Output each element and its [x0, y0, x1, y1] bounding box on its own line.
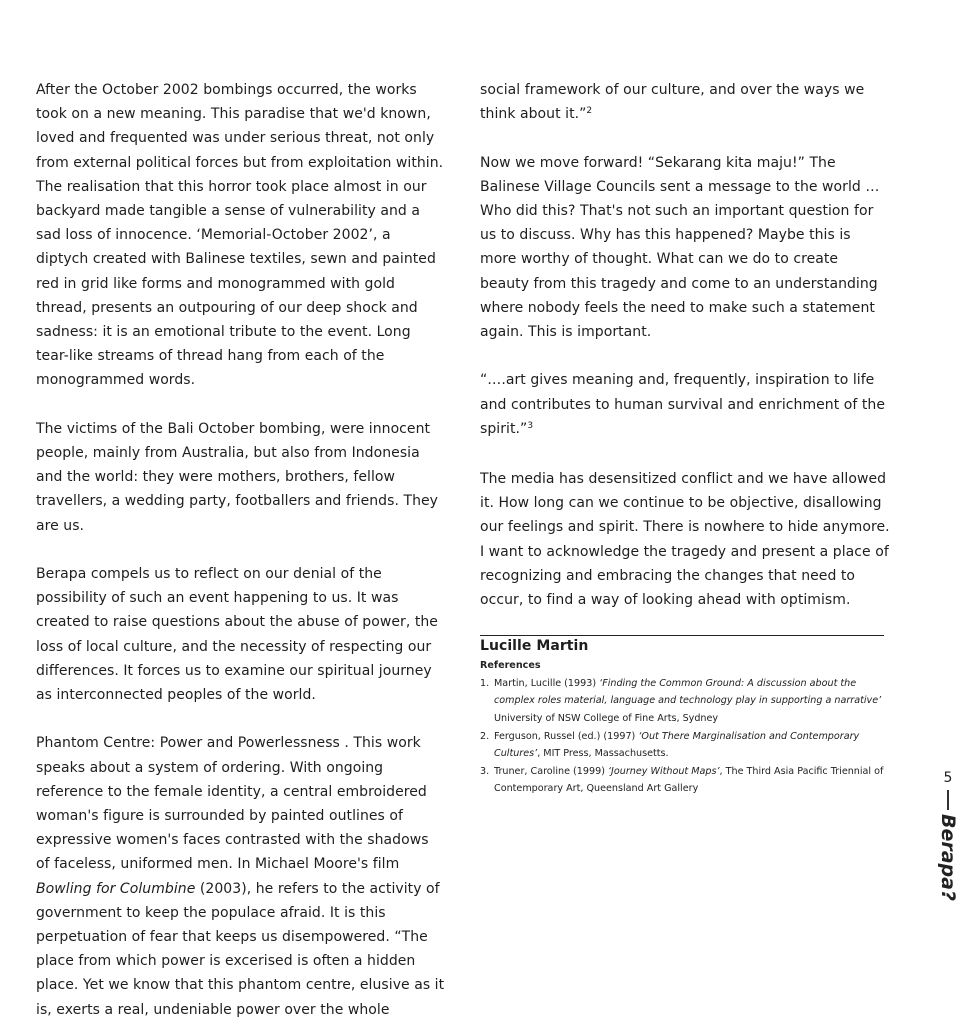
author-name: Lucille Martin	[480, 638, 589, 655]
reference-title: ‘Finding the Common Ground: A discussion about the complex roles material, language and technology play in supporting a narrative’	[494, 678, 882, 707]
left-column	[36, 78, 446, 1022]
reference-publisher: University of NSW College of Fine Arts, Sydney	[494, 712, 719, 724]
references-heading: References	[480, 660, 541, 671]
reference-number: 3.	[480, 766, 490, 778]
reference-number: 1.	[480, 678, 490, 690]
references-section	[480, 657, 890, 798]
film-title: Bowling for Columbine	[36, 880, 196, 897]
footnote-ref-3: 3	[527, 420, 534, 431]
paragraph-move-forward: Now we move forward! “Sekarang kita maju!” The Balinese Village Councils sent a message to the world … Who did this? That's not such an important question for us to discuss. Why has this happened? Maybe this is more worthy of thought. What can we do to create beauty from this tragedy and come to an understanding where nobody feels the need to make such a statement again. This is important.	[480, 154, 880, 341]
phantom-text-a: Phantom Centre: Power and Powerlessness . This work speaks about a system of ordering. With ongoing reference to the female identity, a central embroidered woman's figure is surrounded by painted outlines of expressive women's faces contrasted with the shadows of faceless, uniformed men. In Michael Moore's film	[36, 735, 429, 873]
paragraph-memorial: After the October 2002 bombings occurred, the works took on a new meaning. This paradise that we'd known, loved and frequented was under serious threat, not only from external political forces but from exploitation within. The realisation that this horror took place almost in our backyard made tangible a sense of vulnerability and a sad loss of innocence. ‘Memorial-October 2002’, a diptych created with Balinese textiles, sewn and painted red in grid like forms and monogrammed with gold thread, presents an outpouring of our deep shock and sadness: it is an emotional tribute to the event. Long tear-like streams of thread hang from each of the monogrammed words.	[36, 82, 444, 389]
reference-item-1	[480, 675, 890, 727]
footnote-ref-2: 2	[586, 106, 593, 117]
paragraph-art-quote	[480, 368, 890, 441]
reference-publisher: , MIT Press, Massachusetts.	[537, 748, 669, 760]
page-number: 5	[943, 770, 953, 786]
side-divider	[947, 790, 949, 810]
paragraph-social-framework	[480, 78, 890, 126]
reference-item-3	[480, 763, 890, 797]
paragraph-berapa: Berapa compels us to reflect on our denial of the possibility of such an event happening to us. It was created to raise questions about the abuse of power, the loss of local culture, and the necessity of respecting our differences. It forces us to examine our spiritual journey as interconnected peoples of the world.	[36, 566, 438, 704]
references-list	[480, 675, 890, 797]
art-quote-text: “….art gives meaning and, frequently, inspiration to life and contributes to human survival and enrichment of the spirit.”	[480, 372, 885, 437]
reference-author: Martin, Lucille (1993)	[494, 678, 600, 690]
paragraph-media: The media has desensitized conflict and we have allowed it. How long can we continue to be objective, disallowing our feelings and spirit. There is nowhere to hide anymore. I want to acknowledge the tragedy and present a place of recognizing and embracing the changes that need to occur, to find a way of looking ahead with optimism.	[480, 471, 890, 609]
social-framework-text: social framework of our culture, and over the ways we think about it.”	[480, 82, 865, 123]
divider-rule	[480, 635, 884, 636]
reference-author: Ferguson, Russel (ed.) (1997)	[494, 730, 639, 742]
reference-number: 2.	[480, 730, 490, 742]
publication-title: Berapa?	[937, 814, 959, 902]
phantom-text-b: (2003), he refers to the activity of government to keep the populace afraid. It is this perpetuation of fear that keeps us disempowered. “The place from which power is excerised is often a hidden place. Yet we know that this phantom centre, elusive as it is, exerts a real, undeniable power over the whole	[36, 880, 445, 1018]
reference-publisher: , The Third Asia Pacific Triennial of Contemporary Art, Queensland Art Gallery	[494, 766, 884, 795]
reference-item-2	[480, 728, 890, 762]
paragraph-victims: The victims of the Bali October bombing, were innocent people, mainly from Australia, but also from Indonesia and the world: they were mothers, brothers, fellow travellers, a wedding party, footballers and friends. They are us.	[36, 420, 438, 534]
reference-title: ‘Journey Without Maps’	[608, 766, 720, 778]
reference-title: ‘Out There Marginalisation and Contemporary Cultures’	[494, 730, 860, 760]
paragraph-phantom-centre	[36, 731, 446, 1021]
right-column	[480, 78, 890, 658]
reference-author: Truner, Caroline (1999)	[494, 766, 608, 778]
side-running-title	[937, 770, 959, 901]
